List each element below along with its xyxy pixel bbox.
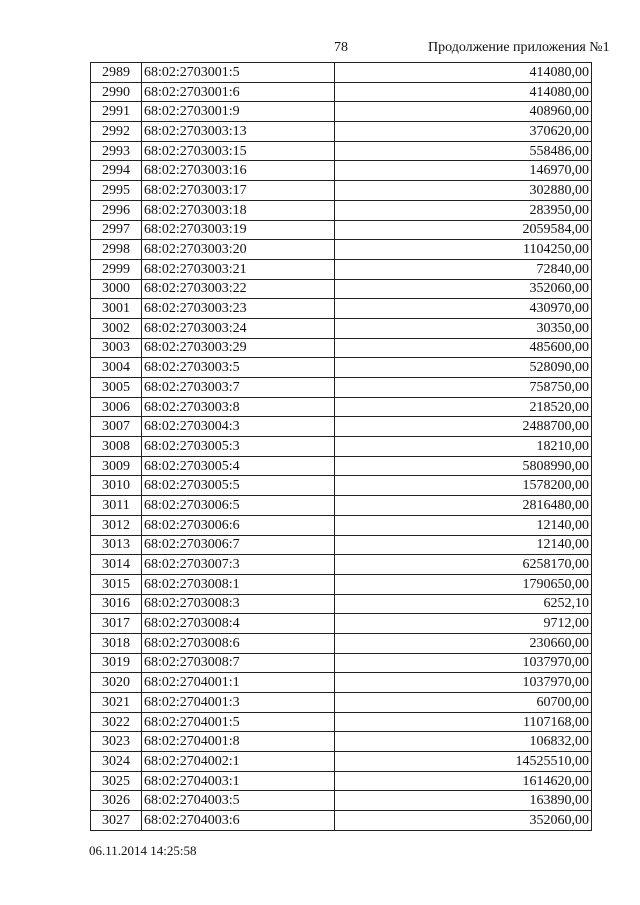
cadastral-value-cell: 1790650,00: [335, 574, 592, 594]
row-number-cell: 3000: [91, 279, 142, 299]
cadastral-number-cell: 68:02:2703007:3: [142, 555, 335, 575]
cadastral-number-cell: 68:02:2704003:6: [142, 811, 335, 831]
table-row: [91, 614, 592, 634]
cadastral-number-cell: 68:02:2703003:5: [142, 358, 335, 378]
cadastral-value-cell: 1614620,00: [335, 771, 592, 791]
cadastral-value-cell: 430970,00: [335, 299, 592, 319]
table-row: [91, 496, 592, 516]
cadastral-number-cell: 68:02:2703008:7: [142, 653, 335, 673]
table-row: [91, 633, 592, 653]
cadastral-value-cell: 352060,00: [335, 279, 592, 299]
cadastral-number-cell: 68:02:2703003:8: [142, 397, 335, 417]
cadastral-value-cell: 6252,10: [335, 594, 592, 614]
row-number-cell: 3023: [91, 732, 142, 752]
table-row: [91, 102, 592, 122]
cadastral-value-cell: 5808990,00: [335, 456, 592, 476]
cadastral-number-cell: 68:02:2703003:16: [142, 161, 335, 181]
cadastral-number-cell: 68:02:2704003:1: [142, 771, 335, 791]
row-number-cell: 3020: [91, 673, 142, 693]
cadastral-number-cell: 68:02:2703003:19: [142, 220, 335, 240]
table-row: [91, 358, 592, 378]
table-row: [91, 456, 592, 476]
row-number-cell: 2996: [91, 200, 142, 220]
cadastral-value-cell: 60700,00: [335, 693, 592, 713]
cadastral-value-cell: 1037970,00: [335, 673, 592, 693]
table-row: [91, 515, 592, 535]
cadastral-value-cell: 302880,00: [335, 181, 592, 201]
cadastral-value-cell: 352060,00: [335, 811, 592, 831]
cadastral-number-cell: 68:02:2703003:21: [142, 259, 335, 279]
row-number-cell: 3003: [91, 338, 142, 358]
row-number-cell: 3010: [91, 476, 142, 496]
table-row: [91, 712, 592, 732]
table-row: [91, 279, 592, 299]
continuation-label: Продолжение приложения №1: [428, 40, 610, 55]
table-row: [91, 693, 592, 713]
cadastral-number-cell: 68:02:2703005:4: [142, 456, 335, 476]
row-number-cell: 3001: [91, 299, 142, 319]
cadastral-number-cell: 68:02:2703003:18: [142, 200, 335, 220]
cadastral-number-cell: 68:02:2703008:4: [142, 614, 335, 634]
cadastral-number-cell: 68:02:2703003:15: [142, 141, 335, 161]
table-row: [91, 574, 592, 594]
cadastral-value-cell: 2488700,00: [335, 417, 592, 437]
table-row: [91, 338, 592, 358]
cadastral-value-cell: 528090,00: [335, 358, 592, 378]
cadastral-number-cell: 68:02:2703008:6: [142, 633, 335, 653]
row-number-cell: 2991: [91, 102, 142, 122]
cadastral-value-cell: 1107168,00: [335, 712, 592, 732]
cadastral-number-cell: 68:02:2704002:1: [142, 752, 335, 772]
cadastral-number-cell: 68:02:2703001:6: [142, 82, 335, 102]
cadastral-number-cell: 68:02:2703001:5: [142, 63, 335, 83]
cadastral-value-cell: 72840,00: [335, 259, 592, 279]
table-row: [91, 417, 592, 437]
cadastral-value-cell: 106832,00: [335, 732, 592, 752]
row-number-cell: 2992: [91, 122, 142, 142]
cadastral-number-cell: 68:02:2703003:29: [142, 338, 335, 358]
cadastral-number-cell: 68:02:2703003:22: [142, 279, 335, 299]
row-number-cell: 3013: [91, 535, 142, 555]
row-number-cell: 3027: [91, 811, 142, 831]
cadastral-number-cell: 68:02:2704001:3: [142, 693, 335, 713]
row-number-cell: 3011: [91, 496, 142, 516]
cadastral-number-cell: 68:02:2703005:5: [142, 476, 335, 496]
table-body: [91, 63, 592, 831]
table-row: [91, 752, 592, 772]
row-number-cell: 3005: [91, 378, 142, 398]
page-number: 78: [334, 40, 348, 55]
row-number-cell: 3019: [91, 653, 142, 673]
table-row: [91, 594, 592, 614]
row-number-cell: 2989: [91, 63, 142, 83]
table-row: [91, 535, 592, 555]
cadastral-number-cell: 68:02:2703008:3: [142, 594, 335, 614]
row-number-cell: 3012: [91, 515, 142, 535]
cadastral-value-cell: 146970,00: [335, 161, 592, 181]
cadastral-value-cell: 370620,00: [335, 122, 592, 142]
cadastral-value-cell: 558486,00: [335, 141, 592, 161]
row-number-cell: 3015: [91, 574, 142, 594]
table-row: [91, 161, 592, 181]
cadastral-value-cell: 283950,00: [335, 200, 592, 220]
table-row: [91, 82, 592, 102]
cadastral-number-cell: 68:02:2704001:1: [142, 673, 335, 693]
cadastral-value-cell: 408960,00: [335, 102, 592, 122]
cadastral-number-cell: 68:02:2703003:13: [142, 122, 335, 142]
table-row: [91, 397, 592, 417]
row-number-cell: 2999: [91, 259, 142, 279]
print-timestamp: 06.11.2014 14:25:58: [89, 843, 197, 858]
cadastral-number-cell: 68:02:2703003:20: [142, 240, 335, 260]
cadastral-value-cell: 218520,00: [335, 397, 592, 417]
cadastral-value-cell: 758750,00: [335, 378, 592, 398]
table-row: [91, 732, 592, 752]
cadastral-value-cell: 18210,00: [335, 437, 592, 457]
cadastral-value-cell: 230660,00: [335, 633, 592, 653]
cadastral-number-cell: 68:02:2703004:3: [142, 417, 335, 437]
cadastral-number-cell: 68:02:2703001:9: [142, 102, 335, 122]
row-number-cell: 3016: [91, 594, 142, 614]
row-number-cell: 2990: [91, 82, 142, 102]
row-number-cell: 2998: [91, 240, 142, 260]
table-row: [91, 318, 592, 338]
cadastral-value-cell: 2059584,00: [335, 220, 592, 240]
table-row: [91, 220, 592, 240]
row-number-cell: 3002: [91, 318, 142, 338]
cadastral-value-cell: 12140,00: [335, 515, 592, 535]
row-number-cell: 3022: [91, 712, 142, 732]
table-row: [91, 200, 592, 220]
table-row: [91, 378, 592, 398]
cadastral-value-cell: 1578200,00: [335, 476, 592, 496]
cadastral-table-container: [90, 62, 591, 831]
table-row: [91, 437, 592, 457]
row-number-cell: 3007: [91, 417, 142, 437]
row-number-cell: 3026: [91, 791, 142, 811]
cadastral-value-cell: 14525510,00: [335, 752, 592, 772]
cadastral-value-cell: 1104250,00: [335, 240, 592, 260]
cadastral-value-cell: 485600,00: [335, 338, 592, 358]
row-number-cell: 3008: [91, 437, 142, 457]
cadastral-number-cell: 68:02:2703005:3: [142, 437, 335, 457]
table-row: [91, 63, 592, 83]
cadastral-number-cell: 68:02:2703008:1: [142, 574, 335, 594]
table-row: [91, 653, 592, 673]
row-number-cell: 3018: [91, 633, 142, 653]
row-number-cell: 2995: [91, 181, 142, 201]
table-row: [91, 476, 592, 496]
row-number-cell: 3024: [91, 752, 142, 772]
cadastral-value-cell: 12140,00: [335, 535, 592, 555]
row-number-cell: 3025: [91, 771, 142, 791]
cadastral-number-cell: 68:02:2703003:23: [142, 299, 335, 319]
table-row: [91, 259, 592, 279]
table-row: [91, 122, 592, 142]
table-row: [91, 771, 592, 791]
row-number-cell: 2994: [91, 161, 142, 181]
table-row: [91, 299, 592, 319]
row-number-cell: 3021: [91, 693, 142, 713]
cadastral-value-cell: 30350,00: [335, 318, 592, 338]
cadastral-value-table: [90, 62, 592, 831]
row-number-cell: 3009: [91, 456, 142, 476]
cadastral-number-cell: 68:02:2704003:5: [142, 791, 335, 811]
row-number-cell: 2993: [91, 141, 142, 161]
cadastral-value-cell: 414080,00: [335, 63, 592, 83]
row-number-cell: 3014: [91, 555, 142, 575]
cadastral-number-cell: 68:02:2703006:7: [142, 535, 335, 555]
cadastral-number-cell: 68:02:2704001:5: [142, 712, 335, 732]
row-number-cell: 2997: [91, 220, 142, 240]
table-row: [91, 791, 592, 811]
cadastral-number-cell: 68:02:2703006:6: [142, 515, 335, 535]
cadastral-value-cell: 414080,00: [335, 82, 592, 102]
table-row: [91, 240, 592, 260]
cadastral-number-cell: 68:02:2703003:24: [142, 318, 335, 338]
row-number-cell: 3017: [91, 614, 142, 634]
table-row: [91, 811, 592, 831]
cadastral-value-cell: 1037970,00: [335, 653, 592, 673]
cadastral-number-cell: 68:02:2703003:7: [142, 378, 335, 398]
cadastral-number-cell: 68:02:2703006:5: [142, 496, 335, 516]
cadastral-value-cell: 6258170,00: [335, 555, 592, 575]
cadastral-value-cell: 163890,00: [335, 791, 592, 811]
cadastral-number-cell: 68:02:2703003:17: [142, 181, 335, 201]
table-row: [91, 141, 592, 161]
row-number-cell: 3006: [91, 397, 142, 417]
row-number-cell: 3004: [91, 358, 142, 378]
cadastral-value-cell: 2816480,00: [335, 496, 592, 516]
table-row: [91, 555, 592, 575]
table-row: [91, 673, 592, 693]
table-row: [91, 181, 592, 201]
cadastral-number-cell: 68:02:2704001:8: [142, 732, 335, 752]
cadastral-value-cell: 9712,00: [335, 614, 592, 634]
